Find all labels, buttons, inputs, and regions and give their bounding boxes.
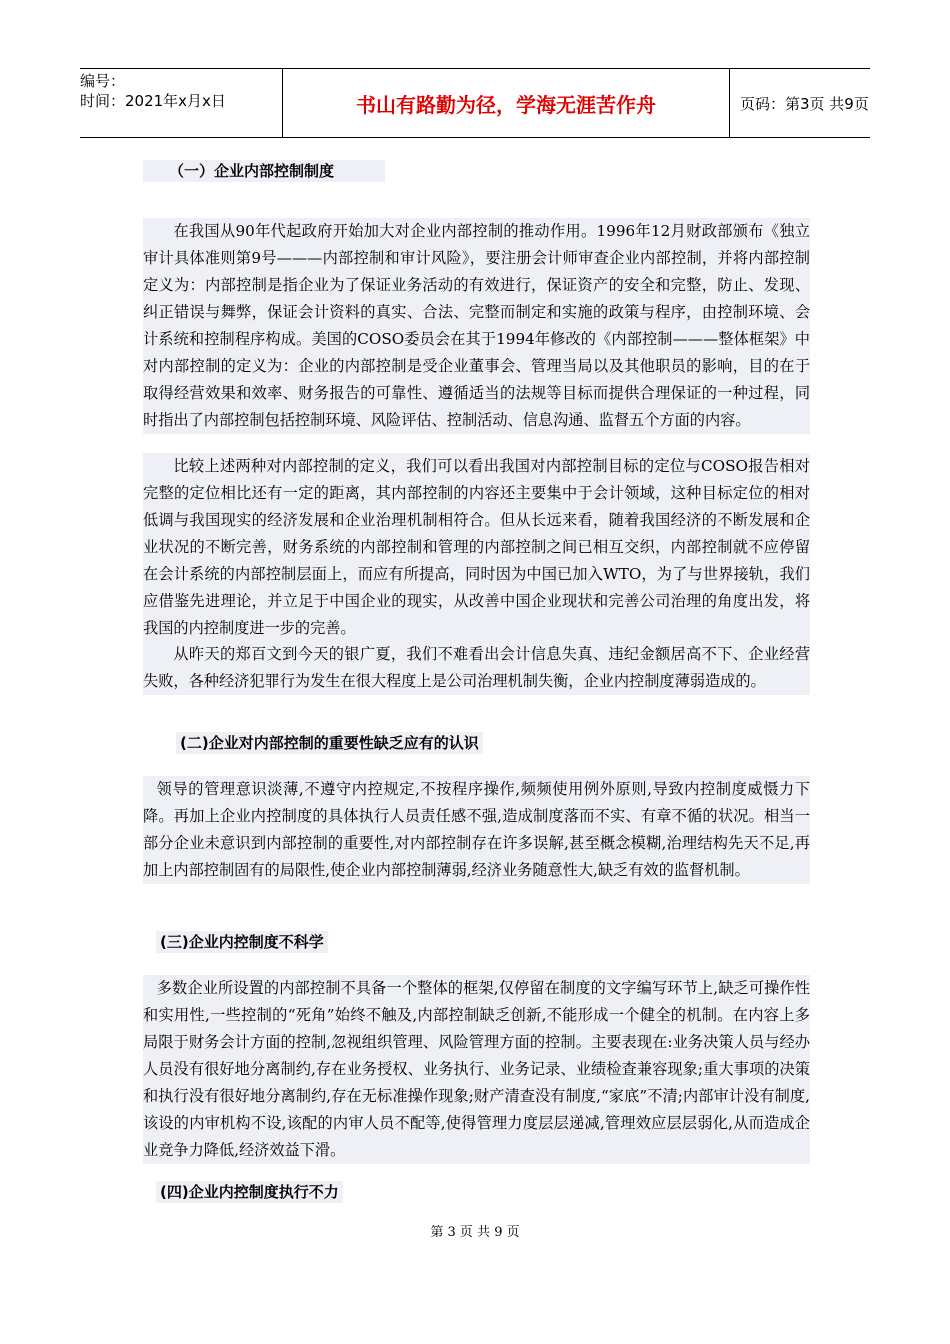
header-meta — [80, 69, 280, 139]
section-1-paragraph-3: 从昨天的郑百文到今天的银广夏，我们不难看出会计信息失真、违纪金额居高不下、企业经营失败，各种经济犯罪行为发生在很大程度上是公司治理机制失衡，企业内控制度薄弱造成的。 — [143, 641, 810, 695]
section-2-title: (二)企业对内部控制的重要性缺乏应有的认识 — [176, 732, 483, 754]
page-header — [80, 68, 870, 138]
header-page-info: 页码：第3页 共9页 — [740, 94, 869, 113]
header-motto-cell — [282, 69, 730, 137]
section-3-title: (三)企业内控制度不科学 — [156, 931, 328, 953]
section-1-paragraph-1: 在我国从90年代起政府开始加大对企业内部控制的推动作用。1996年12月财政部颁布《独立审计具体准则第9号———内部控制和审计风险》，要注册会计师审查企业内部控制，并将内部控制定义为：内部控制是指企业为了保证业务活动的有效进行，保证资产的安全和完整，防止、发现、纠正错误与舞弊，保证会计资料的真实、合法、完整而制定和实施的政策与程序，由控制环境、会计系统和控制程序构成。美国的COSO委员会在其于1994年修改的《内部控制———整体框架》中对内部控制的定义为：企业的内部控制是受企业董事会、管理当局以及其他职员的影响，目的在于取得经营效果和效率、财务报告的可靠性、遵循适当的法规等目标而提供合理保证的一种过程，同时指出了内部控制包括控制环境、风险评估、控制活动、信息沟通、监督五个方面的内容。 — [143, 218, 810, 434]
section-2-paragraph-1: 领导的管理意识淡薄,不遵守内控规定,不按程序操作,频频使用例外原则,导致内控制度威慑力下降。再加上企业内控制度的具体执行人员责任感不强,造成制度落而不实、有章不循的状况。相当一部分企业未意识到内部控制的重要性,对内部控制存在许多误解,甚至概念模糊,治理结构先天不足,再加上内部控制固有的局限性,使企业内部控制薄弱,经济业务随意性大,缺乏有效的监督机制。 — [143, 776, 810, 884]
page-footer: 第 3 页 共 9 页 — [430, 1225, 520, 1240]
section-1-title: （一）企业内部控制制度 — [143, 160, 385, 182]
section-3-paragraph-1: 多数企业所设置的内部控制不具备一个整体的框架,仅停留在制度的文字编写环节上,缺乏可操作性和实用性,一些控制的“死角”始终不触及,内部控制缺乏创新,不能形成一个健全的机制。在内容上多局限于财务会计方面的控制,忽视组织管理、风险管理方面的控制。主要表现在:业务决策人员与经办人员没有很好地分离制约,存在业务授权、业务执行、业务记录、业绩检查兼容现象;重大事项的决策和执行没有很好地分离制约,存在无标准操作现象;财产清查没有制度,“家底”不清;内部审计没有制度,该设的内审机构不设,该配的内审人员不配等,使得管理力度层层递减,管理效应层层弱化,从而造成企业竞争力降低,经济效益下滑。 — [143, 975, 810, 1164]
number-label: 编号： — [80, 72, 126, 90]
section-1-paragraph-2: 比较上述两种对内部控制的定义，我们可以看出我国对内部控制目标的定位与COSO报告相对完整的定位相比还有一定的距离，其内部控制的内容还主要集中于会计领域，这种目标定位的相对低调与我国现实的经济发展和企业治理机制相符合。但从长远来看，随着我国经济的不断发展和企业状况的不断完善，财务系统的内部控制和管理的内部控制之间已相互交织，内部控制就不应停留在会计系统的内部控制层面上，而应有所提高，同时因为中国已加入WTO，为了与世界接轨，我们应借鉴先进理论，并立足于中国企业的现实，从改善中国企业现状和完善公司治理的角度出发，将我国的内控制度进一步的完善。 — [143, 453, 810, 642]
section-4-title: (四)企业内控制度执行不力 — [156, 1181, 343, 1203]
date-label: 时间：2021年x月x日 — [80, 92, 226, 110]
header-motto: 书山有路勤为径，学海无涯苦作舟 — [356, 92, 656, 117]
